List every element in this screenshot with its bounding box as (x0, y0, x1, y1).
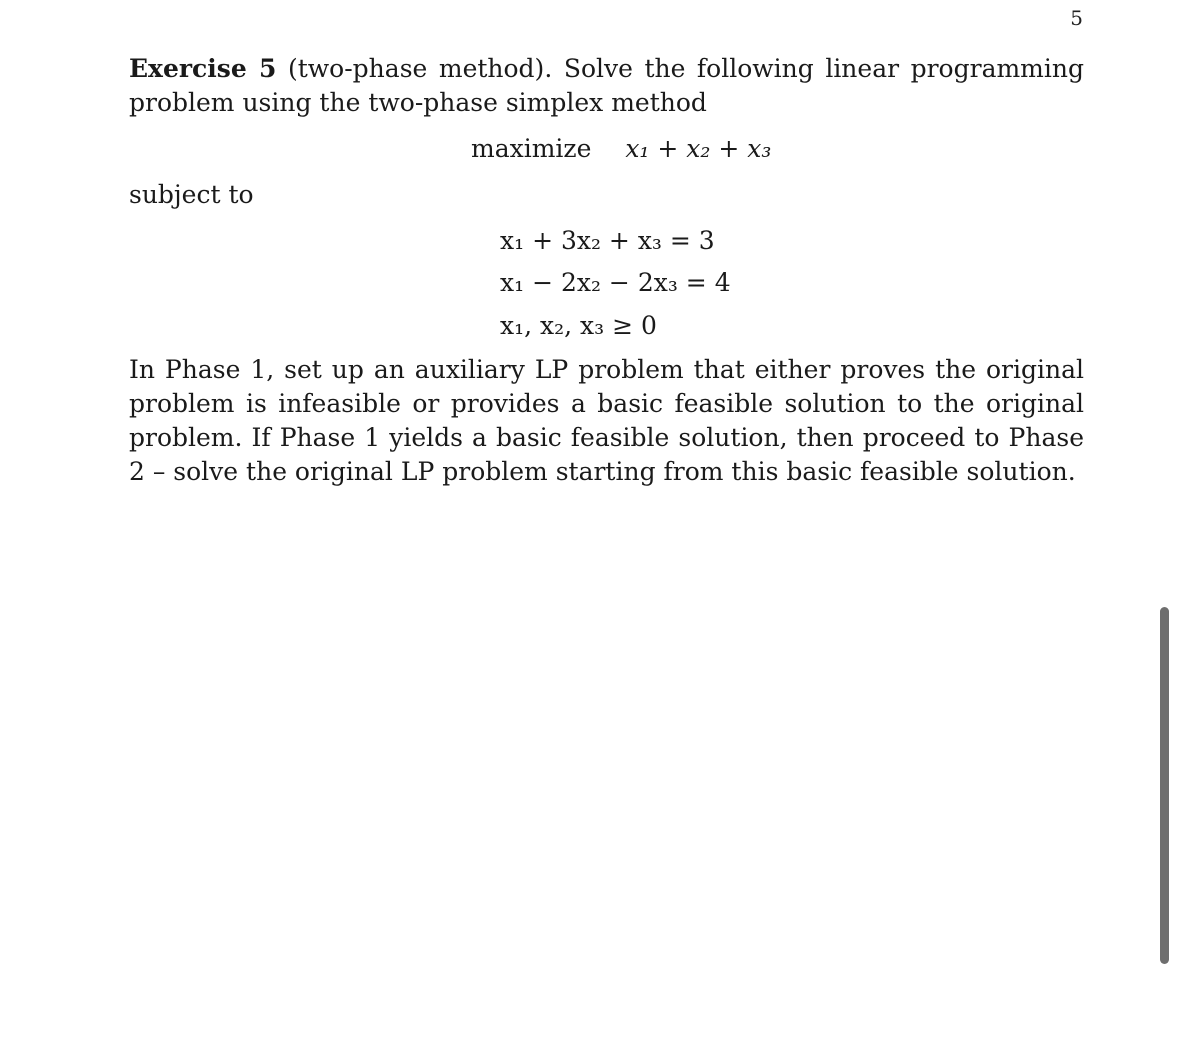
constraint-2: x₁ − 2x₂ − 2x₃ = 4 (500, 268, 731, 297)
objective-keyword: maximize (471, 134, 592, 163)
objective-function (471, 132, 771, 166)
exercise-text: Solve the following linear programming problem using the two-phase simplex method (129, 54, 1084, 117)
vertical-scrollbar[interactable] (1160, 607, 1169, 964)
exercise-title: Exercise 5 (129, 54, 277, 83)
subject-to-label: subject to (129, 180, 254, 209)
exercise-label: (two-phase method). (287, 54, 553, 83)
objective-expression: x₁ + x₂ + x₃ (625, 134, 772, 163)
page-number: 5 (1070, 6, 1083, 30)
phase-instructions: In Phase 1, set up an auxiliary LP problem that either proves the original problem is infeasible or provides a basic feasible solution to the original problem. If Phase 1 yields a basic feasible solution, then proceed to Phase 2 – solve the original LP problem starting from this basic feasible solution. (129, 355, 1084, 486)
constraint-nonnegativity: x₁, x₂, x₃ ≥ 0 (500, 311, 657, 340)
constraint-1: x₁ + 3x₂ + x₃ = 3 (500, 226, 715, 255)
exercise-statement (129, 52, 1084, 120)
